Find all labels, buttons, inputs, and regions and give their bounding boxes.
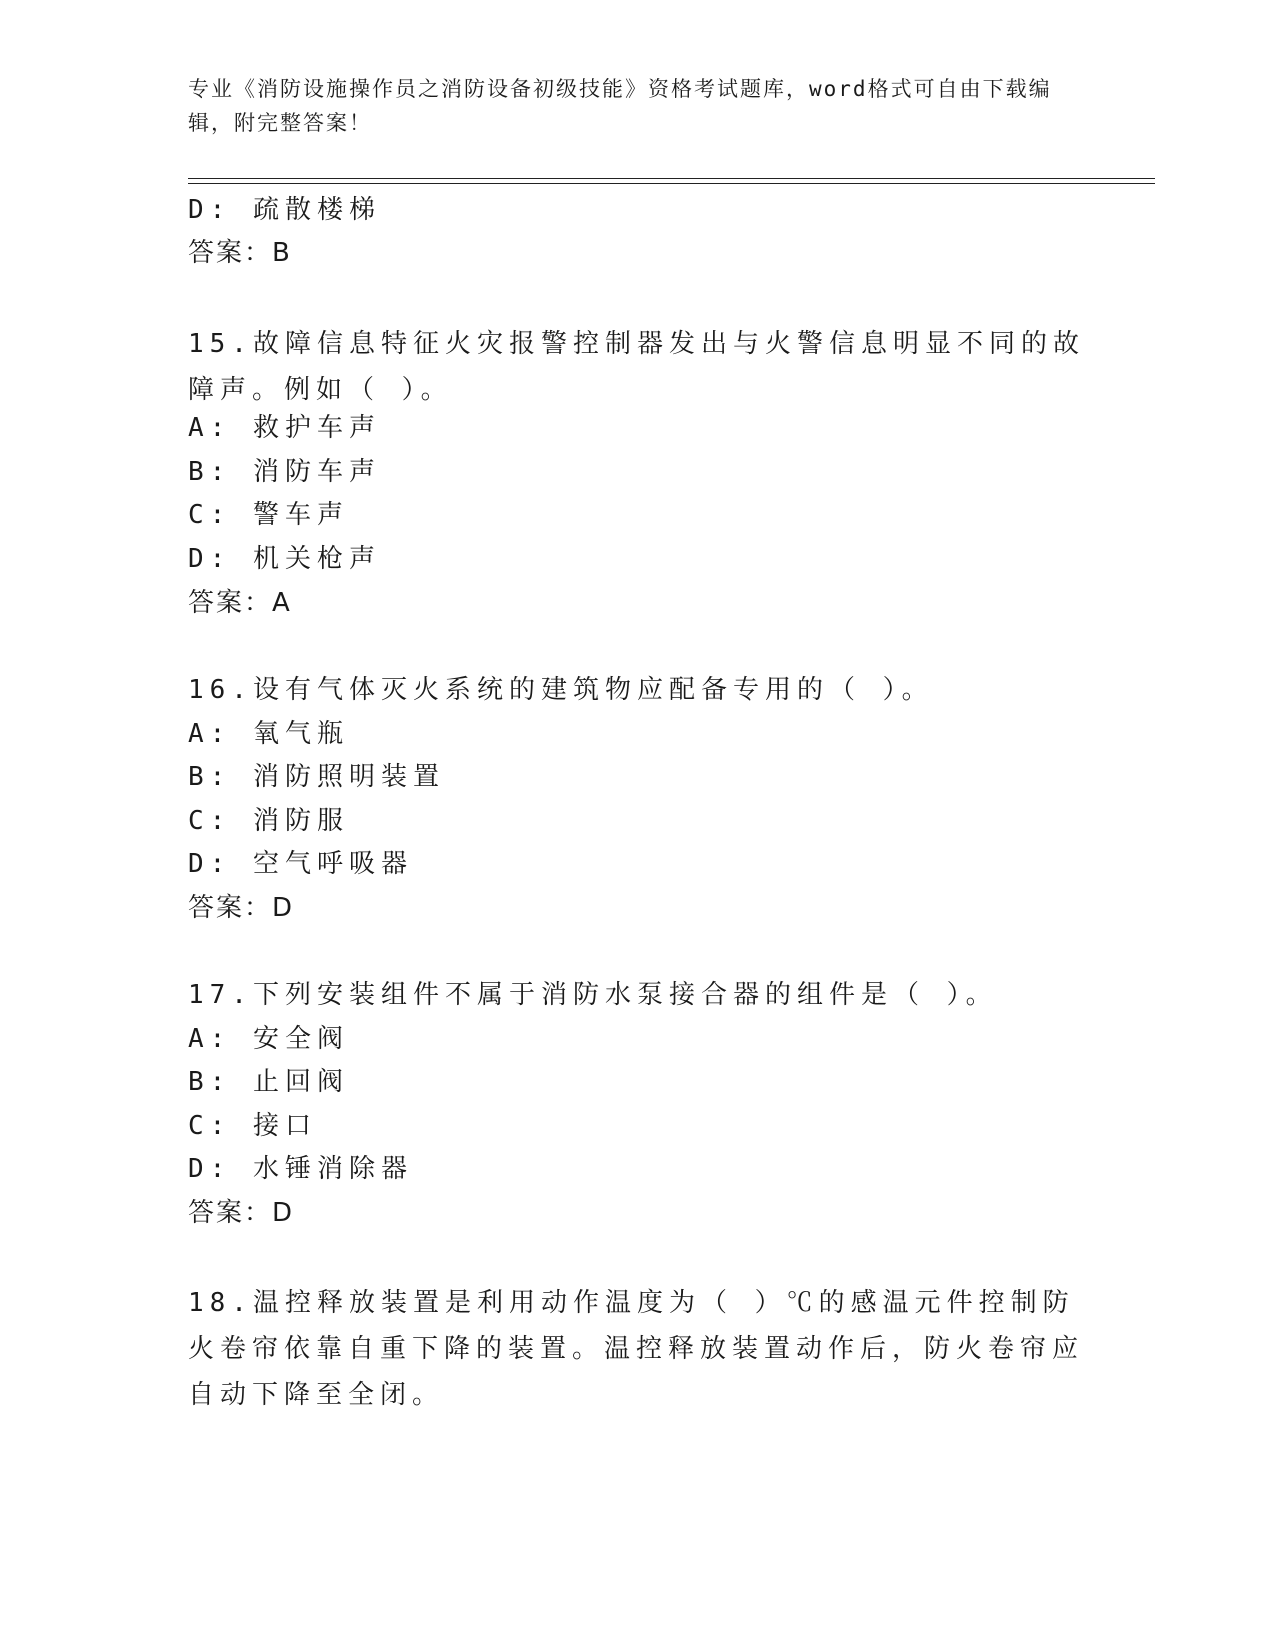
question-15-option-c: C: 警车声 [188,500,349,530]
question-16-option-a: A: 氧气瓶 [188,719,349,749]
question-15-option-a: A: 救护车声 [188,413,381,443]
header-divider-top [188,178,1155,179]
question-18-stem: 18.温控释放装置是利用动作温度为（ ）℃的感温元件控制防火卷帘依靠自重下降的装置。温控释放装置动作后，防火卷帘应自动下降至全闭。 [188,1288,1085,1410]
question-16-option-c: C: 消防服 [188,806,349,836]
question-15-stem: 15.故障信息特征火灾报警控制器发出与火警信息明显不同的故障声。例如（ ）。 [188,329,1085,405]
question-15-answer: 答案：A [188,588,292,618]
question-16-stem: 16.设有气体灭火系统的建筑物应配备专用的（ ）。 [188,675,934,705]
question-17-answer: 答案：D [188,1198,295,1228]
question-16-option-d: D: 空气呼吸器 [188,849,413,879]
question-16-answer: 答案：D [188,893,295,923]
question-15-option-d: D: 机关枪声 [188,544,381,574]
question-17-option-c: C: 接口 [188,1111,317,1141]
document-header: 专业《消防设施操作员之消防设备初级技能》资格考试题库，word格式可自由下载编辑，附完整答案！ [188,77,1052,135]
question-17-option-a: A: 安全阀 [188,1024,349,1054]
prev-answer: 答案：B [188,238,292,268]
header-divider-bottom [188,183,1155,184]
prev-option-d: D: 疏散楼梯 [188,195,381,225]
question-17-option-d: D: 水锤消除器 [188,1154,413,1184]
question-15-option-b: B: 消防车声 [188,457,381,487]
question-17-stem: 17.下列安装组件不属于消防水泵接合器的组件是（ ）。 [188,980,998,1010]
question-17-option-b: B: 止回阀 [188,1067,349,1097]
question-16-option-b: B: 消防照明装置 [188,762,445,792]
